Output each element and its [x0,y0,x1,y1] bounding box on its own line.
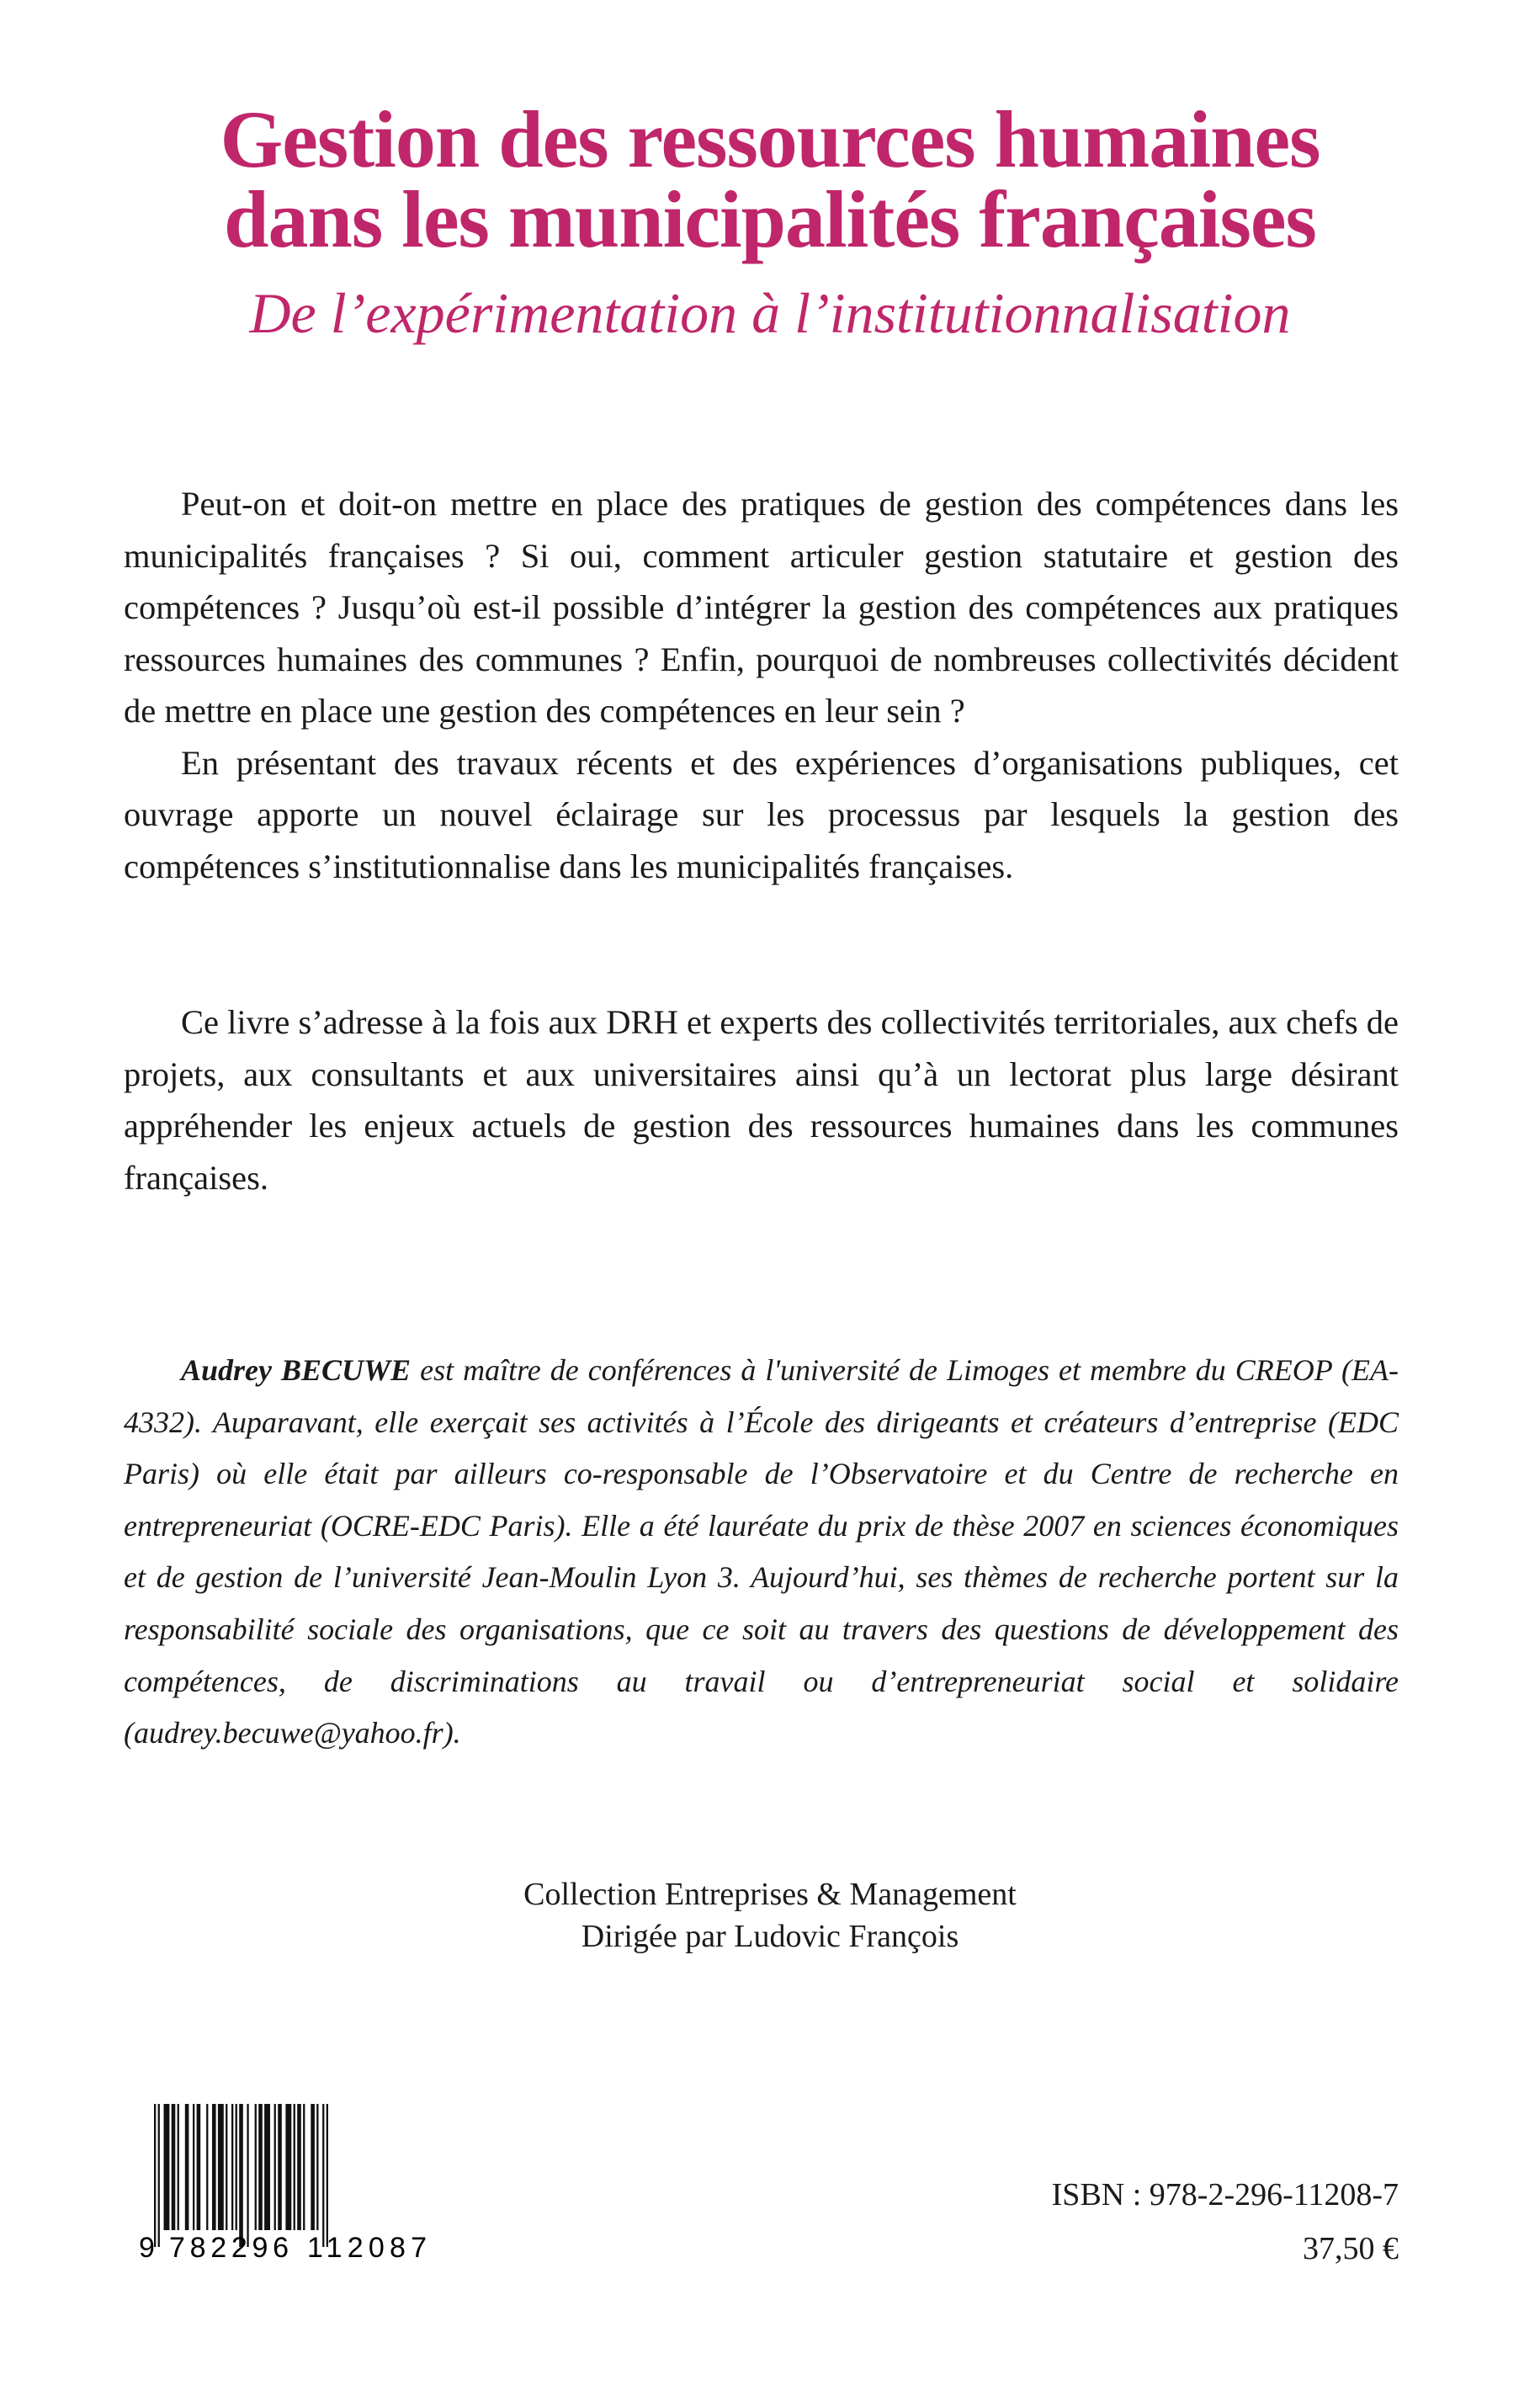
book-title-line-1: Gestion des ressources humaines [220,94,1320,184]
price: 37,50 € [1303,2231,1399,2266]
barcode-bar [193,2104,194,2230]
barcode-bar [206,2104,208,2230]
audience-text [124,996,1399,1203]
barcode-bar [178,2104,179,2230]
book-title-line-2: dans les municipalités françaises [224,174,1316,264]
barcode [139,2104,450,2260]
barcode-bar [322,2104,324,2247]
barcode-bar [231,2104,233,2230]
barcode-bar [264,2104,270,2230]
barcode-digits-right: 112087 [307,2232,427,2260]
barcode-bar [278,2104,282,2230]
collection-name: Collection Entreprises & Management [523,1877,1017,1912]
barcode-bar [255,2104,257,2230]
blurb-paragraph-1: Peut-on et doit-on mettre en place des pratiques de gestion des compétences dans les municipalités françaises ? Si oui, comment articuler gestion statutaire et gestion des compétences ? Jusqu’où est-il possible d’intégrer la gestion des compétences aux pratiques ressources humaines des communes ? Enfin, pourquoi de nombreuses collectivités décident de mettre en place une gestion des compétences en leur sein ? [124,485,1399,730]
isbn: ISBN : 978-2-296-11208-7 [1051,2177,1399,2212]
barcode-digit-first: 9 [139,2232,155,2260]
barcode-bar [297,2104,301,2230]
barcode-bar [239,2104,243,2247]
barcode-bar [226,2104,227,2230]
barcode-bar [172,2104,176,2230]
barcode-bar [212,2104,216,2230]
barcode-bar [247,2104,248,2247]
blurb-paragraph-2: En présentant des travaux récents et des expériences d’organisations publiques, cet ouvrage apporte un nouvel éclairage sur les processus par lesquels la gestion des compétences s’institutionnalise dans les municipalités françaises. [124,743,1399,885]
book-subtitle: De l’expérimentation à l’institutionnalisation [249,281,1291,345]
barcode-bar [274,2104,276,2230]
barcode-bar [303,2104,305,2230]
barcode-bar [258,2104,263,2230]
barcode-bar [158,2104,160,2247]
author-bio-text: est maître de conférences à l'université de Limoges et membre du CREOP (EA-4332). Auparavant, elle exerçait ses activités à l’École des dirigeants et créateurs d’entreprise (EDC Paris) où elle était par ailleurs co-responsable de l’Observatoire et du Centre de recherche en entrepreneuriat (OCRE-EDC Paris). Elle a été lauréate du prix de thèse 2007 en sciences économiques et de gestion de l’université Jean-Moulin Lyon 3. Aujourd’hui, ses thèmes de recherche portent sur la responsabilité sociale des organisations, que ce soit au travers des questions de développement des compétences, de discriminations au travail ou d’entrepreneuriat social et solidaire (audrey.becuwe@yahoo.fr). [124,1353,1399,1750]
barcode-bar [218,2104,224,2230]
barcode-bar [294,2104,295,2230]
barcode-bar [316,2104,318,2230]
collection-info [0,1873,1540,1957]
collection-director: Dirigée par Ludovic François [581,1919,959,1954]
barcode-bar [197,2104,201,2230]
author-bio [124,1345,1399,1760]
barcode-bar [154,2104,156,2247]
blurb-paragraph-3: Ce livre s’adresse à la fois aux DRH et experts des collectivités territoriales, aux chefs de projets, aux consultants et aux universitaires ainsi qu’à un lectorat plus large désirant appréhender les enjeux actuels de gestion des ressources humaines dans les communes françaises. [124,1003,1399,1197]
barcode-bar [311,2104,315,2230]
barcode-bar [185,2104,189,2230]
barcode-digits-left: 782296 [169,2232,289,2260]
barcode-bar [327,2104,328,2247]
barcode-bar [236,2104,237,2230]
blurb [124,478,1399,892]
barcode-bar [285,2104,291,2230]
author-name: Audrey BECUWE [181,1353,412,1387]
barcode-bar [164,2104,170,2230]
